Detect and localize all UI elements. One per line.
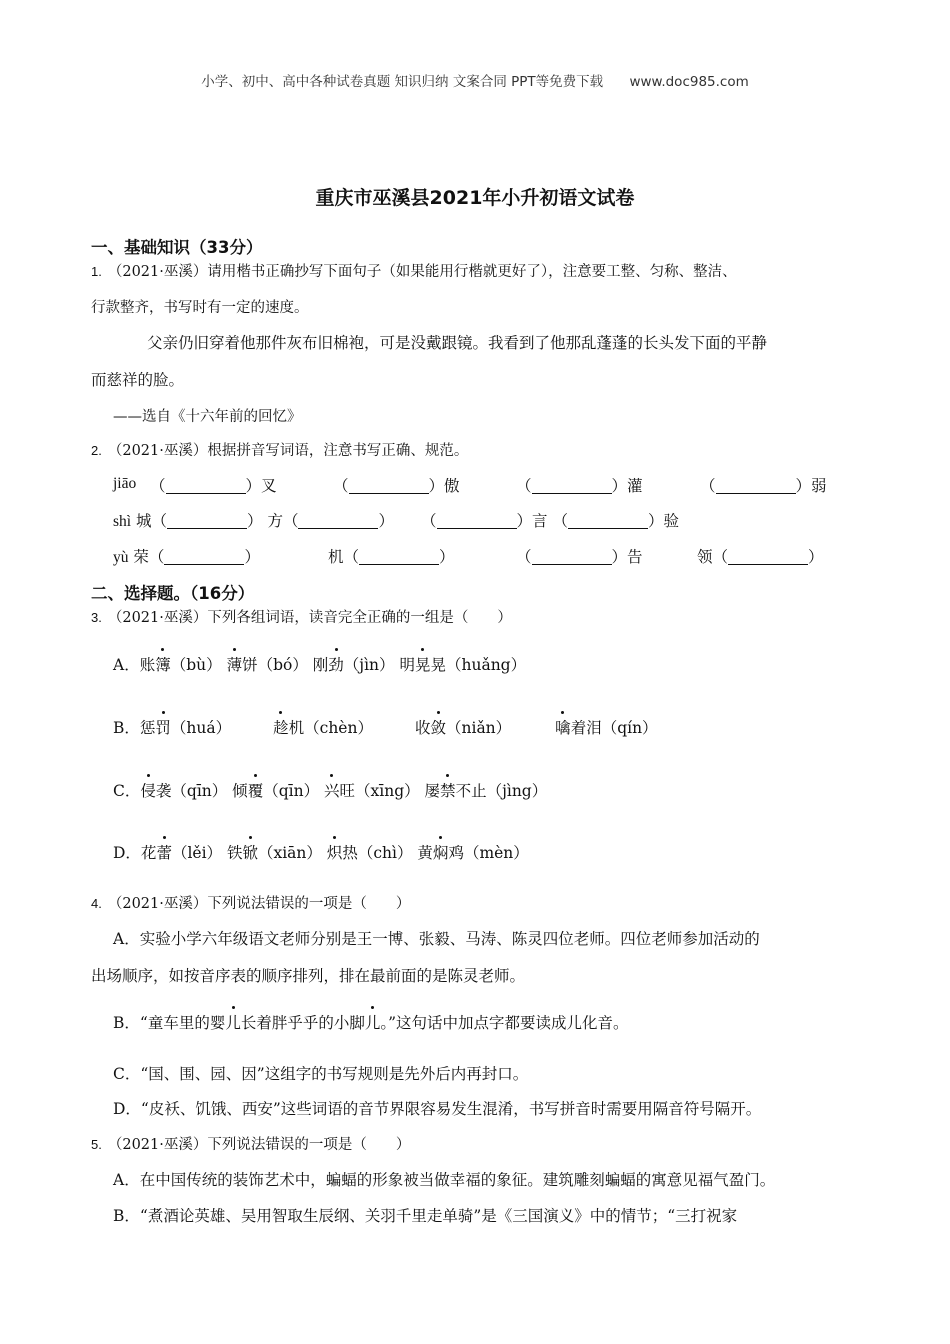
passage-source: ——选自《十六年前的回忆》 xyxy=(113,409,302,425)
pinyin-row-2: shì 城（ ） 方（ ） xyxy=(113,512,394,530)
question-text: （2021·巫溪）根据拼音写词语，注意书写正确、规范。 xyxy=(107,443,469,459)
answer-item: （ ）灌 xyxy=(516,477,643,495)
option-c[interactable]: C．“国、围、园、因”这组字的书写规则是先外后内再封口。 xyxy=(113,1065,529,1083)
question-text: （2021·巫溪）请用楷书正确抄写下面句子（如果能用行楷就更好了），注意要工整、匀称、整洁、 xyxy=(107,264,737,280)
pinyin-row-3: yù 荣（ ） xyxy=(113,548,260,566)
question-5 xyxy=(91,1133,410,1154)
header-site-text: 小学、初中、高中各种试卷真题 知识归纳 文案合同 PPT等免费下载 xyxy=(201,74,604,90)
option-a[interactable]: A．实验小学六年级语文老师分别是王一博、张毅、马涛、陈灵四位老师。四位老师参加活动的 xyxy=(113,930,760,948)
option-b[interactable]: B．惩罚（huá） 趁机（chèn） 收敛（niǎn） 噙着泪（qín） xyxy=(113,716,658,738)
option-d[interactable]: D．“皮袄、饥饿、西安”这些词语的音节界限容易发生混淆，书写拼音时需要用隔音符号隔开。 xyxy=(113,1100,762,1118)
answer-blank[interactable] xyxy=(716,477,796,494)
answer-item: 机（ ） xyxy=(328,548,455,566)
answer-blank[interactable] xyxy=(164,548,244,565)
answer-blank[interactable] xyxy=(728,548,808,565)
answer-item: （ ）叉 xyxy=(150,477,277,495)
pinyin-label: yù xyxy=(113,549,129,566)
option-a-continued: 出场顺序，如按音序表的顺序排列，排在最前面的是陈灵老师。 xyxy=(91,967,526,985)
pinyin-label: shì xyxy=(113,513,132,530)
option-a[interactable]: A．在中国传统的装饰艺术中，蝙蝠的形象被当做幸福的象征。建筑雕刻蝙蝠的寓意见福气盈门。 xyxy=(113,1171,776,1189)
question-3 xyxy=(91,606,512,627)
question-1 xyxy=(91,260,737,281)
answer-item: 领（ ） xyxy=(697,548,824,566)
option-a[interactable]: A．账簿（bù） 薄饼（bó） 刚劲（jìn） 明晃晃（huǎng） xyxy=(113,653,526,675)
answer-blank[interactable] xyxy=(166,477,246,494)
page-header xyxy=(0,70,950,90)
answer-item: （ ）傲 xyxy=(333,477,460,495)
question-number: 5. xyxy=(91,1137,102,1152)
pinyin-row-1 xyxy=(113,474,136,493)
question-4 xyxy=(91,892,410,913)
option-b[interactable]: B．“煮酒论英雄、吴用智取生辰纲、关羽千里走单骑”是《三国演义》中的情节；“三打祝家 xyxy=(113,1207,738,1225)
answer-blank[interactable] xyxy=(437,512,517,529)
passage-line-1: 父亲仍旧穿着他那件灰布旧棉袍，可是没戴跟镜。我看到了他那乱蓬蓬的长头发下面的平静 xyxy=(147,334,768,352)
question-text: （2021·巫溪）下列说法错误的一项是（ ） xyxy=(107,896,411,912)
option-b[interactable]: B．“童车里的婴儿长着胖乎乎的小脚儿。”这句话中加点字都要读成儿化音。 xyxy=(113,1011,629,1033)
question-1-line2: 行款整齐，书写时有一定的速度。 xyxy=(91,300,309,316)
answer-blank[interactable] xyxy=(532,548,612,565)
answer-blank[interactable] xyxy=(359,548,439,565)
document-title: 重庆市巫溪县2021年小升初语文试卷 xyxy=(315,187,635,209)
question-text: （2021·巫溪）下列说法错误的一项是（ ） xyxy=(107,1137,411,1153)
option-c[interactable]: C．侵袭（qīn） 倾覆（qīn） 兴旺（xīng） 屡禁不止（jìng） xyxy=(113,779,547,801)
answer-blank[interactable] xyxy=(349,477,429,494)
passage-line-2: 而慈祥的脸。 xyxy=(91,371,185,389)
answer-blank[interactable] xyxy=(298,512,378,529)
header-url[interactable]: www.doc985.com xyxy=(629,74,749,90)
answer-blank[interactable] xyxy=(167,512,247,529)
answer-item: （ ）弱 xyxy=(700,477,827,495)
section-heading-2: 二、选择题。（16分） xyxy=(91,584,255,603)
question-number: 4. xyxy=(91,896,102,911)
answer-item: （ ）言 （ ）验 xyxy=(421,512,679,530)
pinyin-label: jiāo xyxy=(113,475,137,492)
question-2 xyxy=(91,439,468,460)
question-number: 1. xyxy=(91,264,102,279)
option-d[interactable]: D．花蕾（lěi） 铁锨（xiān） 炽热（chì） 黄焖鸡（mèn） xyxy=(113,841,529,863)
section-heading-1: 一、基础知识（33分） xyxy=(91,238,263,257)
answer-item: （ ）告 xyxy=(516,548,643,566)
question-number: 2. xyxy=(91,443,102,458)
answer-blank[interactable] xyxy=(532,477,612,494)
question-text: （2021·巫溪）下列各组词语，读音完全正确的一组是（ ） xyxy=(107,610,512,626)
question-number: 3. xyxy=(91,610,102,625)
answer-blank[interactable] xyxy=(568,512,648,529)
